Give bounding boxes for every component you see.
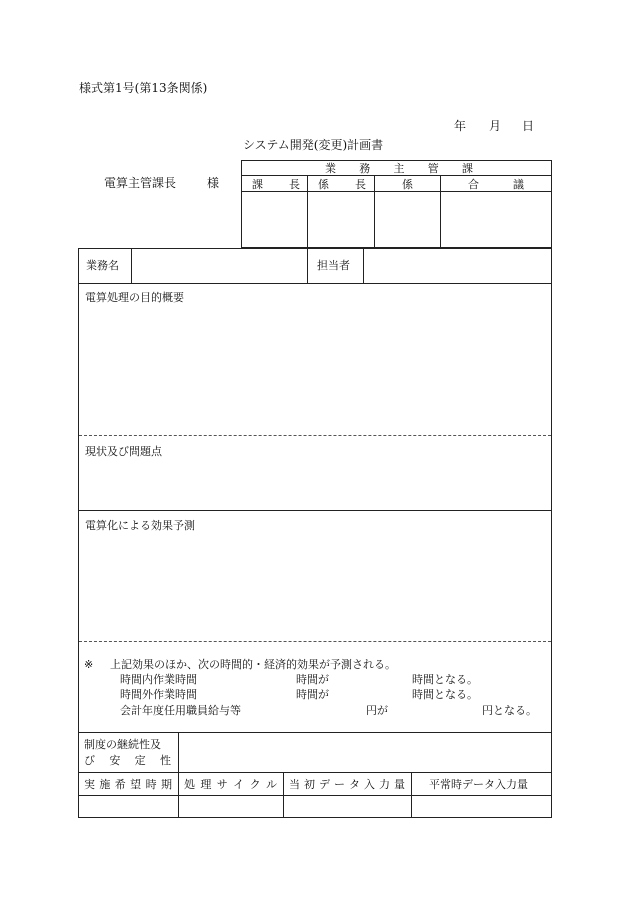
- effect-row-end: 時間となる。: [412, 688, 478, 701]
- effect-row-label: 会計年度任用職員給与等: [120, 704, 241, 717]
- form-number: 様式第1号(第13条関係): [79, 81, 208, 95]
- approval-col-consultation: 合 議: [468, 178, 524, 191]
- processing-cycle-field[interactable]: [179, 796, 283, 817]
- addressee-honorific: 様: [207, 176, 220, 190]
- person-in-charge-label: 担当者: [317, 259, 350, 272]
- header-regular-data-volume: 平常時データ入力量: [429, 778, 528, 791]
- effect-field[interactable]: [79, 534, 551, 640]
- effect-row-end: 時間となる。: [412, 673, 478, 686]
- continuity-field[interactable]: [179, 733, 551, 772]
- date-month-label: 月: [489, 119, 502, 133]
- effect-label: 電算化による効果予測: [85, 519, 195, 532]
- initial-data-volume-field[interactable]: [284, 796, 411, 817]
- task-name-label: 業務名: [86, 259, 119, 272]
- effect-row-label: 時間外作業時間: [120, 688, 197, 701]
- header-processing-cycle: 処 理 サ イ ク ル: [184, 778, 277, 791]
- continuity-label-line2: び 安 定 性: [84, 754, 171, 767]
- current-issues-label: 現状及び問題点: [85, 445, 162, 458]
- effect-row-mid: 時間が: [296, 673, 329, 686]
- task-name-field[interactable]: [132, 249, 307, 283]
- current-issues-field[interactable]: [79, 460, 551, 510]
- addressee: 電算主管課長: [104, 176, 177, 190]
- approval-col-subsection-chief: 係 長: [318, 178, 366, 191]
- purpose-label: 電算処理の目的概要: [85, 291, 184, 304]
- effect-row-mid: 時間が: [296, 688, 329, 701]
- date-year-label: 年: [454, 119, 467, 133]
- effect-row-end: 円となる。: [482, 704, 537, 717]
- date-day-label: 日: [522, 119, 535, 133]
- approval-col-staff: 係: [402, 178, 413, 191]
- header-implementation-timing: 実 施 希 望 時 期: [84, 778, 172, 791]
- note-text: 上記効果のほか、次の時間的・経済的効果が予測される。: [110, 658, 396, 671]
- purpose-field[interactable]: [79, 306, 551, 434]
- person-in-charge-field[interactable]: [364, 249, 551, 283]
- header-initial-data-volume: 当 初 デ ー タ 入 力 量: [289, 778, 405, 791]
- note-mark: ※: [84, 658, 94, 671]
- effect-row-mid: 円が: [366, 704, 388, 717]
- effect-row-label: 時間内作業時間: [120, 673, 197, 686]
- approval-header: 業 務 主 管 課: [325, 162, 473, 175]
- document-title: システム開発(変更)計画書: [243, 138, 384, 152]
- approval-col-section-chief: 課 長: [252, 178, 300, 191]
- implementation-timing-field[interactable]: [79, 796, 178, 817]
- regular-data-volume-field[interactable]: [412, 796, 551, 817]
- continuity-label-line1: 制度の継続性及: [84, 738, 161, 751]
